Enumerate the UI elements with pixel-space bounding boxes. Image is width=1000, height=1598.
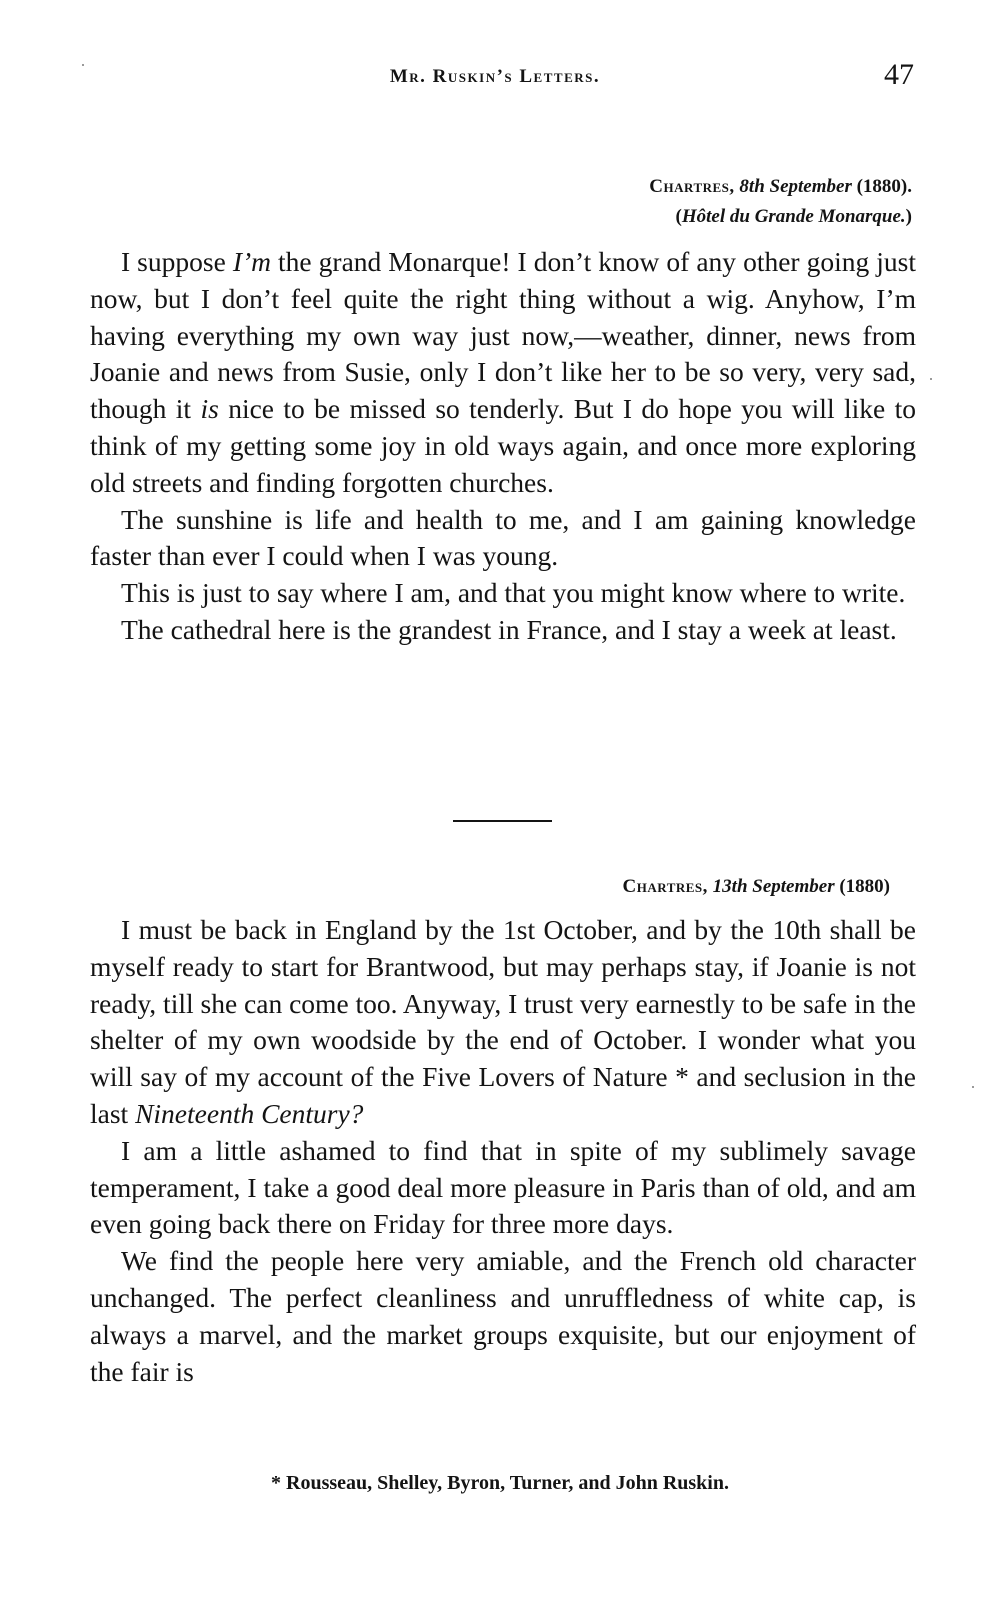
letter-2-body <box>90 912 916 1390</box>
paper-speck <box>930 378 932 380</box>
letter-1-hotel: Hôtel du Grande Monarque. <box>681 206 906 227</box>
letter-2-place: Chartres, <box>622 876 708 897</box>
paper-speck <box>972 1086 974 1088</box>
letter-1-date-line <box>649 172 912 202</box>
letter-1-place: Chartres, <box>649 176 735 197</box>
letter-1-year: (1880). <box>856 176 912 197</box>
letter-1-paragraph-1: I suppose I’m the grand Monarque! I don’t know of any other going just now, but I don’t feel quite the right thing without a wig. Anyhow, I’m having everything my own way just now,—weather, dinner, news from Joanie and news from Susie, only I don’t like her to be so very, very sad, though it is nice to be missed so tenderly. But I do hope you will like to think of my getting some joy in old ways again, and once more exploring old streets and finding forgotten churches. <box>90 246 917 498</box>
section-divider <box>453 820 552 822</box>
letter-2-paragraph-2: I am a little ashamed to find that in spite of my sublimely savage temperament, I take a good deal more pleasure in Paris than of old, and am even going back there on Friday for three more days. <box>90 1134 916 1240</box>
paper-speck <box>82 64 84 66</box>
letter-1-paragraph-2: The sunshine is life and health to me, and I am gaining knowledge faster than ever I could when I was young. <box>90 503 916 572</box>
letter-2-paragraph-3: We find the people here very amiable, and the French old character unchanged. The perfect cleanliness and unruffledness of white cap, is always a marvel, and the market groups exquisite, but our enjoyment of the fair is <box>90 1245 916 1387</box>
running-title: Mr. Ruskin’s Letters. <box>389 66 601 87</box>
letter-2-date: 13th September <box>712 876 835 897</box>
letter-1-body <box>90 244 916 649</box>
letter-2-paragraph-1: I must be back in England by the 1st October, and by the 10th shall be myself ready to start for Brantwood, but may perhaps stay, if Joanie is not ready, till she can come too. Anyway, I trust very earnestly to be safe in the shelter of my own woodside by the end of October. I wonder what you will say of my account of the Five Lovers of Nature * and seclusion in the last Nineteenth Century? <box>90 914 916 1129</box>
letter-2-dateline <box>623 872 890 902</box>
letter-1-dateline <box>649 172 912 232</box>
letter-1-paragraph-3: This is just to say where I am, and that you might know where to write. <box>121 577 906 609</box>
letter-1-hotel-line: (Hôtel du Grande Monarque.) <box>675 206 912 227</box>
letter-1-date: 8th September <box>739 176 852 197</box>
footnote: * Rousseau, Shelley, Byron, Turner, and John Ruskin. <box>271 1472 729 1494</box>
running-head <box>0 56 1000 96</box>
letter-1-paragraph-4: The cathedral here is the grandest in France, and I stay a week at least. <box>121 613 897 645</box>
letter-2-year: (1880) <box>839 876 890 897</box>
page-number: 47 <box>884 58 914 91</box>
